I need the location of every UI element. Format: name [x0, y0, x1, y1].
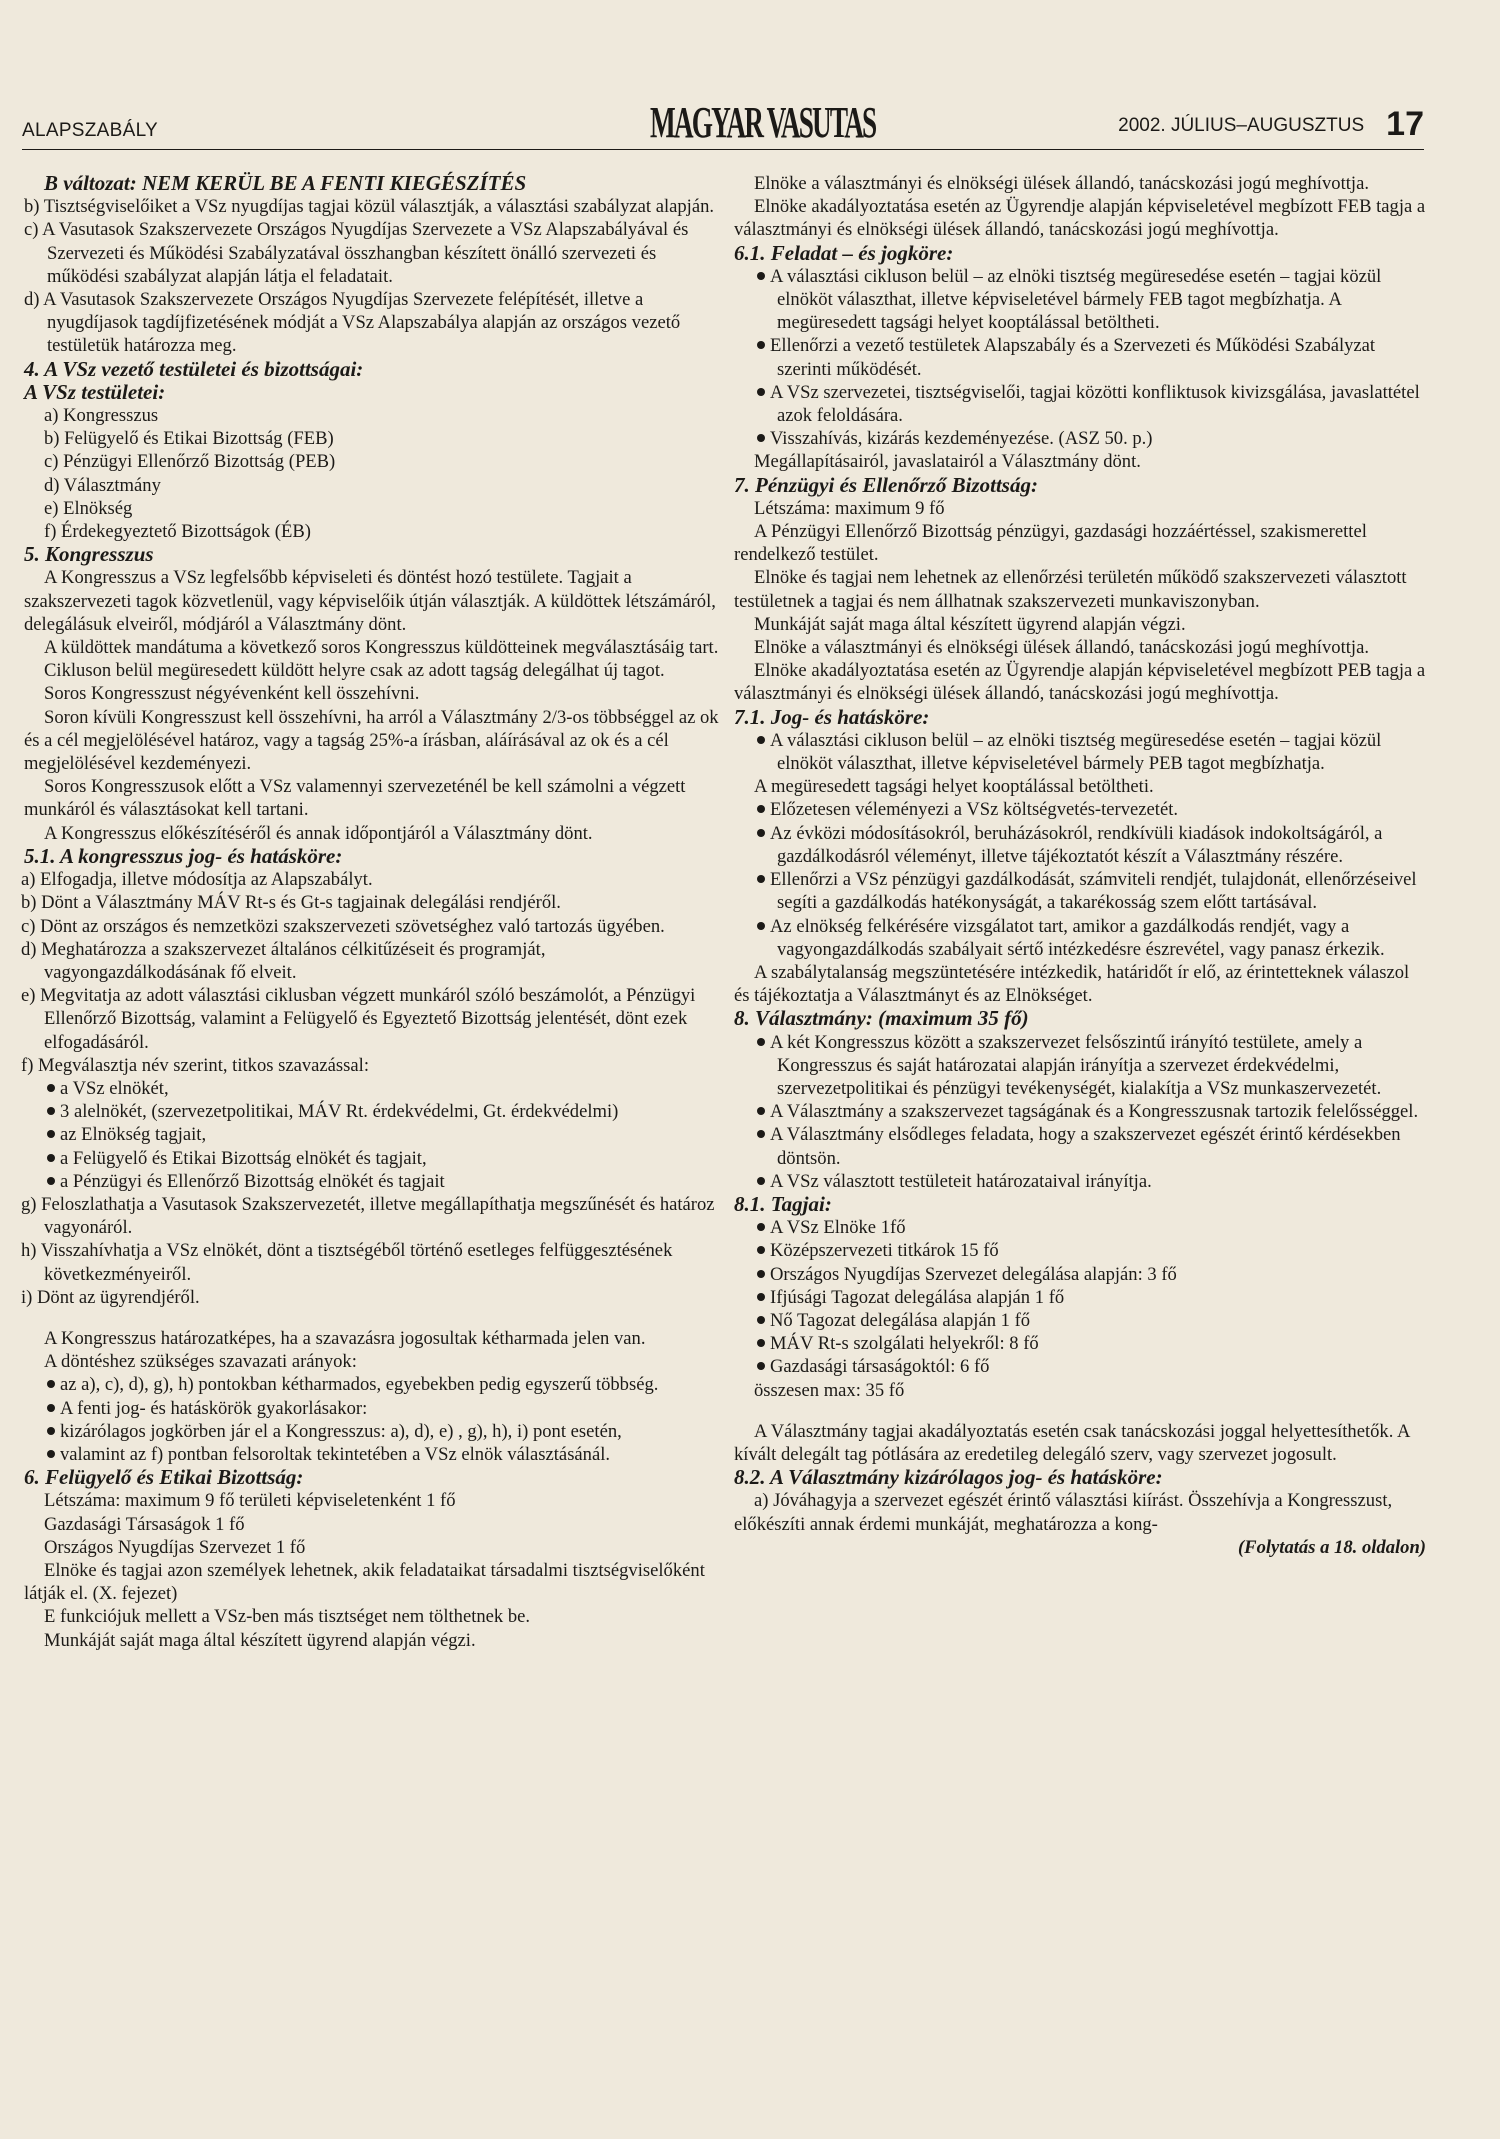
bullet-text: kizárólagos jogkörben jár el a Kongresszus: a), d), e) , g), h), i) pont esetén, [60, 1420, 622, 1442]
bullet-icon [757, 875, 765, 883]
bullet-item [734, 915, 1426, 961]
section-8-1-heading: 8.1. Tagjai: [734, 1191, 832, 1216]
continued-note: (Folytatás a 18. oldalon) [1237, 1536, 1426, 1558]
paragraph: A Választmány tagjai akadályoztatás esetén csak tanácskozási joggal helyettesíthetők. A kívált delegált tag pótlására az eredetileg delegáló szerv, vagy szervezet jogosult. [734, 1420, 1410, 1465]
bullet-item [734, 334, 1426, 380]
bullet-text: Gazdasági társaságoktól: 6 fő [770, 1356, 990, 1378]
bullet-icon [47, 1427, 55, 1435]
bullet-item [734, 1123, 1426, 1169]
paragraph: Gazdasági Társaságok 1 fő [44, 1513, 245, 1535]
bullet-item [734, 265, 1426, 335]
bullet-text: Az évközi módosításokról, beruházásokról, rendkívüli kiadások indokoltságáról, a gazdálkodásról véleményt, illetve tájékoztatót készít a Választmány részére. [770, 822, 1383, 867]
section-8-2-heading: 8.2. A Választmány kizárólagos jog- és hatásköre: [734, 1465, 1163, 1490]
para-b: b) Tisztségviselőiket a VSz nyugdíjas tagjai közül választják, a választási szabályzat alapján. [24, 196, 715, 218]
issue-date: 2002. JÚLIUS–AUGUSZTUS [1118, 115, 1365, 136]
list-item: g) Feloszlathatja a Vasutasok Szakszervezetét, illetve megállapíthatja megszűnését és határoz vagyonáról. [21, 1193, 715, 1239]
left-column [21, 171, 720, 1652]
section-5-heading: 5. Kongresszus [24, 542, 154, 567]
list-item: h) Visszahívhatja a VSz elnökét, dönt a tisztségéből történő esetleges felfüggesztésének következményeiről. [21, 1240, 673, 1285]
section-8-heading: 8. Választmány: (maximum 35 fő) [734, 1006, 1029, 1031]
bullet-icon [757, 1107, 765, 1115]
bullet-text: Ellenőrzi a vezető testületek Alapszabály és a Szervezeti és Működési Szabályzat szerinti működését. [770, 335, 1376, 380]
bullet-text: Középszervezeti titkárok 15 fő [770, 1240, 999, 1262]
bullet-icon [47, 1130, 55, 1138]
bullet-icon [47, 1154, 55, 1162]
bullet-item [734, 822, 1426, 868]
paragraph: A Kongresszus a VSz legfelsőbb képviseleti és döntést hozó testülete. Tagjait a szakszervezeti tagok közvetlenül, vagy képviselőik útján választják. A küldöttek létszámáról, delegálásuk elveiről, módjáról a Választmány dönt. [24, 567, 716, 635]
bullet-text: A VSz Elnöke 1fő [770, 1217, 906, 1239]
bullet-text: Az elnökség felkérésére vizsgálatot tart, amikor a gazdálkodás rendjét, vagy a vagyongazdálkodás szabályait sértő intézkedésre észrevétel, vagy panasz érkezik. [770, 915, 1385, 960]
bullet-text: a VSz elnökét, [60, 1077, 169, 1099]
paragraph: A Pénzügyi Ellenőrző Bizottság pénzügyi, gazdasági hozzáértéssel, szakismerettel rendelkező testület. [734, 521, 1367, 566]
bullet-text: A VSz választott testületeit határozataival irányítja. [770, 1170, 1152, 1192]
bullet-text: Előzetesen véleményezi a VSz költségvetés-tervezetét. [770, 799, 1179, 821]
bullet-item [734, 1100, 1426, 1123]
paragraph: Elnöke a választmányi és elnökségi ülések állandó, tanácskozási jogú meghívottja. [754, 637, 1369, 659]
bullet-icon [757, 1362, 765, 1370]
section-7-heading: 7. Pénzügyi és Ellenőrző Bizottság: [734, 472, 1038, 497]
bullet-icon [47, 1404, 55, 1412]
bullet-item [24, 1170, 720, 1193]
bullet-icon [757, 1270, 765, 1278]
magazine-logo: MAGYAR VASUTAS [650, 98, 876, 147]
page-header [22, 96, 1424, 150]
bullet-text: MÁV Rt-s szolgálati helyekről: 8 fő [770, 1333, 1039, 1355]
bullet-item [24, 1373, 720, 1396]
bullet-item [734, 1309, 1426, 1332]
spacer [734, 1402, 1426, 1420]
variant-heading: B változat: NEM KERÜL BE A FENTI KIEGÉSZÍTÉS [44, 171, 527, 195]
paragraph: Elnöke és tagjai azon személyek lehetnek, akik feladataikat társadalmi tisztségviselőként látják el. (X. fejezet) [24, 1559, 705, 1605]
paragraph: Cikluson belül megüresedett küldött helyre csak az adott tagság delegálhat új tagot. [44, 660, 665, 682]
bullet-icon [757, 736, 765, 744]
bullet-icon [757, 1339, 765, 1347]
bullet-item [24, 1420, 720, 1443]
paragraph: A Kongresszus előkészítéséről és annak időpontjáról a Választmány dönt. [44, 822, 593, 844]
section-5-1-heading: 5.1. A kongresszus jog- és hatásköre: [24, 843, 343, 868]
bullet-icon [757, 1130, 765, 1138]
paragraph: A küldöttek mandátuma a következő soros Kongresszus küldötteinek megválasztásáig tart. [44, 637, 719, 659]
list-item: f) Érdekegyeztető Bizottságok (ÉB) [44, 521, 311, 543]
bullet-item [24, 1397, 720, 1420]
header-rule [22, 149, 1424, 151]
bullet-text: a Pénzügyi és Ellenőrző Bizottság elnökét és tagjait [60, 1170, 445, 1192]
list-item: d) Meghatározza a szakszervezet általános célkitűzéseit és programját, vagyongazdálkodásának fő elveit. [21, 938, 546, 983]
bullet-text: valamint az f) pontban felsoroltak tekintetében a VSz elnök választásánál. [60, 1443, 611, 1465]
paragraph: Elnöke és tagjai nem lehetnek az ellenőrzési területén működő szakszervezeti választott testületnek a tagjai és nem állhatnak szakszervezeti munkaviszonyban. [734, 567, 1407, 612]
paragraph: A Kongresszus határozatképes, ha a szavazásra jogosultak kétharmada jelen van. [44, 1327, 646, 1349]
bullet-item [734, 1239, 1426, 1262]
section-7-1-heading: 7.1. Jog- és hatásköre: [734, 704, 930, 729]
bullet-item [734, 1355, 1426, 1378]
bullet-text: A fenti jog- és hatáskörök gyakorlásakor: [60, 1397, 368, 1419]
paragraph: Soros Kongresszusok előtt a VSz valamennyi szervezeténél be kell számolni a végzett munkáról és választásokat kell tartani. [24, 776, 686, 821]
bullet-text: A két Kongresszus között a szakszervezet felsőszintű irányító testülete, amely a Kongresszus és saját határozatai alapján irányítja a szervezet érdekvédelmi, szervezetpolitikai és pénzügyi tevékenységét, kialakítja a VSz munkaszervezetét. [770, 1031, 1382, 1099]
paragraph: Elnöke akadályoztatása esetén az Ügyrendje alapján képviseletével megbízott FEB tagja a választmányi és elnökségi ülések állandó, tanácskozási jogú meghívottja. [734, 196, 1426, 241]
bullet-text: A Választmány elsődleges feladata, hogy a szakszervezet egészét érintő kérdésekben döntsön. [770, 1124, 1401, 1169]
bullet-item [24, 1123, 720, 1146]
bullet-text: Ifjúsági Tagozat delegálása alapján 1 fő [770, 1286, 1065, 1308]
list-item: c) Dönt az országos és nemzetközi szakszervezeti szövetséghez való tartozás ügyében. [21, 915, 665, 937]
bullet-icon [47, 1177, 55, 1185]
bullet-icon [757, 829, 765, 837]
bullet-text: 3 alelnökét, (szervezetpolitikai, MÁV Rt. érdekvédelmi, Gt. érdekvédelmi) [60, 1101, 619, 1123]
bullet-item [734, 1286, 1426, 1309]
bullet-icon [757, 388, 765, 396]
list-item: b) Dönt a Választmány MÁV Rt-s és Gt-s tagjainak delegálási rendjéről. [21, 892, 561, 914]
bullet-item [734, 798, 1426, 821]
bullet-text: Visszahívás, kizárás kezdeményezése. (ASZ 50. p.) [770, 428, 1153, 450]
section-4-heading: 4. A VSz vezető testületei és bizottságai: [24, 356, 364, 381]
bullet-item [24, 1147, 720, 1170]
list-item: i) Dönt az ügyrendjéről. [21, 1286, 200, 1308]
bullet-text: A Választmány a szakszervezet tagságának és a Kongresszusnak tartozik felelősséggel. [770, 1101, 1419, 1123]
bullet-icon [757, 1177, 765, 1185]
paragraph: A megüresedett tagsági helyet kooptálással betöltheti. [754, 776, 1154, 798]
paragraph: Munkáját saját maga által készített ügyrend alapján végzi. [44, 1629, 476, 1651]
bullet-icon [757, 341, 765, 349]
bullet-icon [757, 1293, 765, 1301]
paragraph: Létszáma: maximum 9 fő [754, 497, 945, 519]
section-4-subheading: A VSz testületei: [24, 379, 166, 404]
bullet-icon [757, 805, 765, 813]
paragraph: Munkáját saját maga által készített ügyrend alapján végzi. [754, 613, 1186, 635]
bullet-icon [47, 1450, 55, 1458]
bullet-item [734, 381, 1426, 427]
bullet-icon [757, 272, 765, 280]
bullet-icon [757, 1223, 765, 1231]
bullet-text: az Elnökség tagjait, [60, 1124, 207, 1146]
bullet-item [24, 1100, 720, 1123]
bullet-icon [757, 1316, 765, 1324]
bullet-item [734, 729, 1426, 775]
paragraph: E funkciójuk mellett a VSz-ben más tisztséget nem tölthetnek be. [44, 1606, 531, 1628]
bullet-text: Országos Nyugdíjas Szervezet delegálása alapján: 3 fő [770, 1263, 1177, 1285]
bullet-icon [757, 1246, 765, 1254]
paragraph: Elnöke akadályoztatása esetén az Ügyrendje alapján képviseletével megbízott PEB tagja a választmányi és elnökségi ülések állandó, tanácskozási jogú meghívottja. [734, 660, 1426, 705]
section-6-1-heading: 6.1. Feladat – és jogköre: [734, 240, 954, 265]
bullet-icon [757, 922, 765, 930]
bullet-item [734, 1170, 1426, 1193]
paragraph: Soros Kongresszust négyévenként kell összehívni. [44, 683, 420, 705]
list-item: e) Megvitatja az adott választási ciklusban végzett munkáról szóló beszámolót, a Pénzügyi Ellenőrző Bizottság, valamint a Felügyelő és Egyeztető Bizottság jelentését, dönt ezek elfogadásáról. [21, 985, 696, 1053]
bullet-item [734, 868, 1426, 914]
bullet-text: Nő Tagozat delegálása alapján 1 fő [770, 1309, 1031, 1331]
bullet-item [734, 427, 1426, 450]
list-item: b) Felügyelő és Etikai Bizottság (FEB) [44, 428, 334, 450]
section-title: ALAPSZABÁLY [22, 120, 159, 141]
spacer [24, 1309, 720, 1327]
bullet-item [734, 1216, 1426, 1239]
issue-info [1118, 105, 1424, 144]
paragraph: a) Jóváhagyja a szervezet egészét érintő választási kiírást. Összehívja a Kongresszust, előkészíti annak érdemi munkáját, meghatározza a kong- [734, 1490, 1393, 1535]
paragraph: Létszáma: maximum 9 fő területi képviseletenként 1 fő [44, 1490, 456, 1512]
bullet-text: A választási cikluson belül – az elnöki tisztség megüresedése esetén – tagjai közül elnököt választhat, illetve képviseletével bármely FEB tagot megbízhatja. A megüresedett tagsági helyet kooptálással betöltheti. [770, 265, 1382, 334]
list-item: a) Elfogadja, illetve módosítja az Alapszabályt. [21, 869, 373, 891]
paragraph: Országos Nyugdíjas Szervezet 1 fő [44, 1536, 306, 1558]
bullet-text: Ellenőrzi a VSz pénzügyi gazdálkodását, számviteli rendjét, tulajdonát, ellenőrzéseivel segíti a gazdálkodás hatékonyságát, a takarékosság szem előtt tartásával. [770, 869, 1417, 914]
paragraph: A szabálytalanság megszüntetésére intézkedik, határidőt ír elő, az érintetteknek válaszol és tájékoztatja a Választmányt és az Elnökséget. [734, 961, 1410, 1007]
bullet-item [24, 1077, 720, 1100]
bullet-icon [47, 1380, 55, 1388]
bullet-icon [47, 1107, 55, 1115]
paragraph: Elnöke a választmányi és elnökségi ülések állandó, tanácskozási jogú meghívottja. [754, 173, 1369, 194]
bullet-item [734, 1332, 1426, 1355]
list-item: c) Pénzügyi Ellenőrző Bizottság (PEB) [44, 451, 336, 473]
bullet-item [24, 1443, 720, 1466]
bullet-item [734, 1263, 1426, 1286]
para-c: c) A Vasutasok Szakszervezete Országos Nyugdíjas Szervezete a VSz Alapszabályával és Szervezeti és Működési Szabályzatával összhangban készített önálló szervezeti és működési szabályzat alapján látja el feladatait. [24, 219, 689, 287]
page-number: 17 [1386, 105, 1424, 143]
bullet-text: a Felügyelő és Etikai Bizottság elnökét és tagjait, [60, 1147, 427, 1169]
bullet-icon [47, 1084, 55, 1092]
paragraph: Megállapításairól, javaslatairól a Választmány dönt. [754, 451, 1141, 473]
list-item: f) Megválasztja név szerint, titkos szavazással: [21, 1054, 369, 1076]
paragraph: A döntéshez szükséges szavazati arányok: [44, 1351, 357, 1373]
right-column [734, 172, 1426, 1559]
bullet-text: A VSz szervezetei, tisztségviselői, tagjai közötti konfliktusok kivizsgálása, javaslattétel azok feloldására. [770, 381, 1420, 427]
section-6-heading: 6. Felügyelő és Etikai Bizottság: [24, 1465, 304, 1490]
list-item: a) Kongresszus [44, 405, 159, 427]
bullet-icon [757, 434, 765, 442]
paragraph: Soron kívüli Kongresszust kell összehívni, ha arról a Választmány 2/3-os többséggel az ok és a cél megjelölésével határoz, vagy a tagság 25%-a írásban, aláírásával az ok és a cél megjelölésével kezdeményezi. [24, 706, 719, 775]
para-d: d) A Vasutasok Szakszervezete Országos Nyugdíjas Szervezete felépítését, illetve a nyugdíjasok tagdíjfizetésének módját a VSz Alapszabálya alapján az országos vezető testületük határozza meg. [24, 289, 681, 357]
bullet-item [734, 1031, 1426, 1101]
list-item: e) Elnökség [44, 497, 133, 519]
total-line: összesen max: 35 fő [754, 1379, 905, 1401]
bullet-text: az a), c), d), g), h) pontokban kétharmados, egyebekben pedig egyszerű többség. [60, 1374, 659, 1396]
bullet-icon [757, 1038, 765, 1046]
list-item: d) Választmány [44, 474, 161, 496]
bullet-text: A választási cikluson belül – az elnöki tisztség megüresedése esetén – tagjai közül elnököt választhat, illetve képviseletével bármely PEB tagot megbízhatja. [770, 729, 1382, 775]
